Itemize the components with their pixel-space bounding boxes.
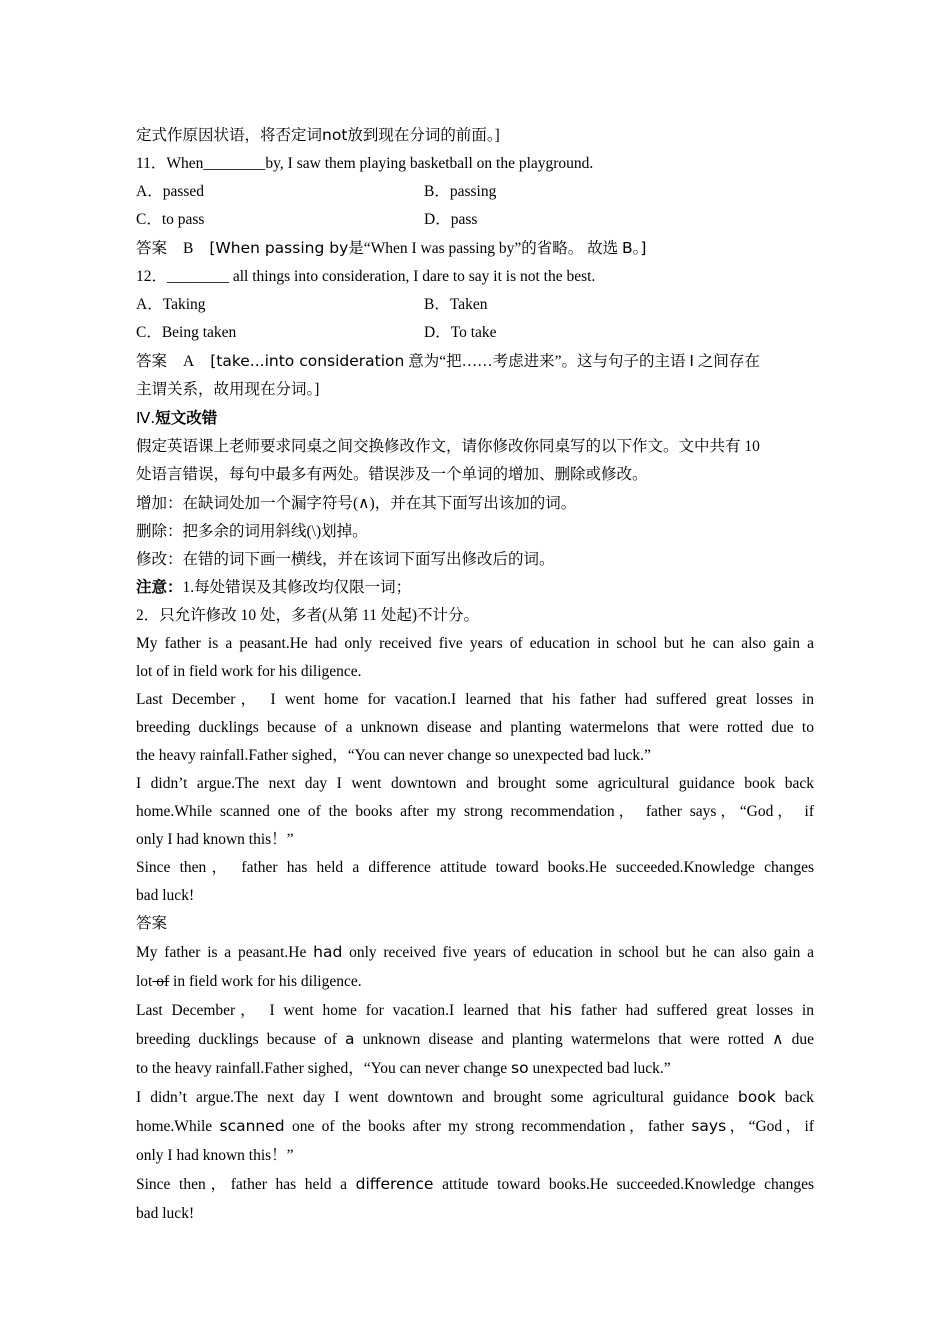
answer-letter: B — [183, 240, 194, 257]
passage-line: My father is a peasant.He had only received five years of education in school but he can also gain a — [136, 635, 814, 652]
text: attitude toward books.He succeeded.Knowledge changes — [433, 1176, 814, 1193]
passage-line: Last December， I went home for vacation.I learned that his father had suffered great losses in — [136, 691, 814, 708]
answer-label: 答案 — [136, 240, 168, 257]
correction-mark: scanned — [219, 1117, 285, 1135]
option-a: A．passed — [136, 183, 205, 200]
passage-line: bad luck! — [136, 887, 195, 904]
deleted-word: of — [152, 973, 170, 990]
option-b: B．Taken — [424, 296, 488, 313]
explanation-text: 意为“把……考虑进来”。这与句子的主语 — [408, 353, 686, 370]
answer-letter: A — [183, 353, 195, 370]
instruction-add — [136, 489, 814, 518]
note-label: 注意： — [136, 579, 183, 596]
instructions-line-2: 处语言错误，每句中最多有两处。错误涉及一个单词的增加、删除或修改。 — [136, 466, 648, 483]
instructions-line-1: 假定英语课上老师要求同桌之间交换修改作文，请你修改你同桌写的以下作文。文中共有 10 — [136, 438, 760, 455]
explanation-end: B。] — [622, 239, 647, 257]
explanation-keyword: [take...into consideration — [210, 352, 405, 370]
section-title: 短文改错 — [155, 410, 218, 427]
section-number: Ⅳ. — [136, 409, 156, 427]
passage-line: I didn’t argue.The next day I went downtown and brought some agricultural guidance book back — [136, 775, 814, 792]
text: My father is a peasant.He — [136, 944, 314, 961]
question-11-options-row-2 — [136, 206, 814, 234]
text: home.While — [136, 1118, 220, 1135]
section-heading — [136, 404, 814, 433]
option-a: A．Taking — [136, 296, 206, 313]
document-page — [136, 121, 814, 1228]
text: )，并在其下面写出该加的词。 — [369, 495, 577, 512]
passage-line: Since then， father has held a difference attitude toward books.He succeeded.Knowledge changes — [136, 859, 814, 876]
instruction-delete: 删除：把多余的词用斜线(\)划掉。 — [136, 523, 368, 540]
corrected-line — [136, 1054, 814, 1083]
previous-explanation-tail — [136, 121, 814, 150]
passage-line: breeding ducklings because of a unknown disease and planting watermelons that were rotted due to — [136, 719, 814, 736]
question-11-stem: 11．When________by, I saw them playing basketball on the playground. — [136, 155, 594, 172]
corrected-line: only I had known this！” — [136, 1147, 294, 1164]
instruction-modify: 修改：在错的词下画一横线，并在该词下面写出修改后的词。 — [136, 551, 555, 568]
option-d: D．To take — [424, 324, 497, 341]
corrected-line — [136, 1083, 814, 1112]
instruction-note-2: 2．只允许修改 10 处，多者(从第 11 处起)不计分。 — [136, 607, 479, 624]
correction-mark: so — [511, 1059, 529, 1077]
answer-heading: 答案 — [136, 915, 168, 932]
corrected-line — [136, 1025, 814, 1054]
passage-line: lot of in field work for his diligence. — [136, 663, 362, 680]
text: unknown disease and planting watermelons that were rotted — [354, 1031, 773, 1048]
correction-mark: had — [313, 943, 343, 961]
text: breeding ducklings because of — [136, 1031, 346, 1048]
corrected-line — [136, 1112, 814, 1141]
instruction-note — [136, 574, 814, 602]
text: lot — [136, 973, 153, 990]
answer-label: 答案 — [136, 353, 168, 370]
insertion-caret: ∧ — [772, 1030, 784, 1048]
text: due — [783, 1031, 815, 1048]
corrected-line — [136, 938, 814, 967]
corrected-line: bad luck! — [136, 1205, 195, 1222]
caret-symbol: ∧ — [358, 494, 370, 512]
correction-mark: his — [549, 1001, 572, 1019]
option-c: C．to pass — [136, 211, 205, 228]
correction-mark: says — [691, 1117, 727, 1135]
text: unexpected bad luck.” — [528, 1060, 671, 1077]
keyword: not — [322, 126, 348, 144]
text: 增加：在缺词处加一个漏字符号( — [136, 495, 359, 512]
corrected-line — [136, 996, 814, 1025]
note-1: 1.每处错误及其修改均仅限一词； — [182, 579, 412, 596]
text: Last December， I went home for vacation.I learned that — [136, 1002, 550, 1019]
text: Since then，father has held a — [136, 1176, 356, 1193]
text: ，“God，if — [726, 1118, 814, 1135]
passage-line: only I had known this！” — [136, 831, 294, 848]
explanation-text: 是“When I was passing by”的省略。 故选 — [348, 240, 619, 257]
text: back — [775, 1089, 814, 1106]
option-b: B．passing — [424, 183, 497, 200]
passage-line: home.While scanned one of the books after my strong recommendation， father says，“God， if — [136, 803, 814, 820]
question-12-options-row-2 — [136, 319, 814, 347]
question-12-stem: 12．________ all things into consideration, I dare to say it is not the best. — [136, 268, 596, 285]
option-c: C．Being taken — [136, 324, 237, 341]
correction-mark: a — [345, 1030, 355, 1048]
question-11-answer — [136, 234, 814, 263]
explanation-subject: I — [689, 352, 694, 370]
question-12-options-row-1 — [136, 291, 814, 319]
correction-mark: book — [737, 1088, 776, 1106]
text: in field work for his diligence. — [169, 973, 362, 990]
text: 放到现在分词的前面。] — [347, 127, 500, 144]
passage-line: the heavy rainfall.Father sighed，“You can never change so unexpected bad luck.” — [136, 747, 651, 764]
question-12-answer-cont: 主谓关系，故用现在分词。] — [136, 381, 320, 398]
text: father had suffered great losses in — [571, 1002, 814, 1019]
text: I didn’t argue.The next day I went downtown and brought some agricultural guidance — [136, 1089, 738, 1106]
text: one of the books after my strong recommendation，father — [284, 1118, 692, 1135]
corrected-line — [136, 967, 814, 996]
option-d: D．pass — [424, 211, 478, 228]
correction-mark: difference — [355, 1175, 434, 1193]
text: only received five years of education in school but he can also gain a — [342, 944, 814, 961]
question-12-answer — [136, 347, 814, 376]
explanation-text-2: 之间存在 — [697, 353, 760, 370]
explanation-keyword: [When passing by — [209, 239, 349, 257]
text: to the heavy rainfall.Father sighed，“You can never change — [136, 1060, 512, 1077]
question-11-options-row-1 — [136, 178, 814, 206]
corrected-line — [136, 1170, 814, 1199]
text: 定式作原因状语，将否定词 — [136, 127, 323, 144]
